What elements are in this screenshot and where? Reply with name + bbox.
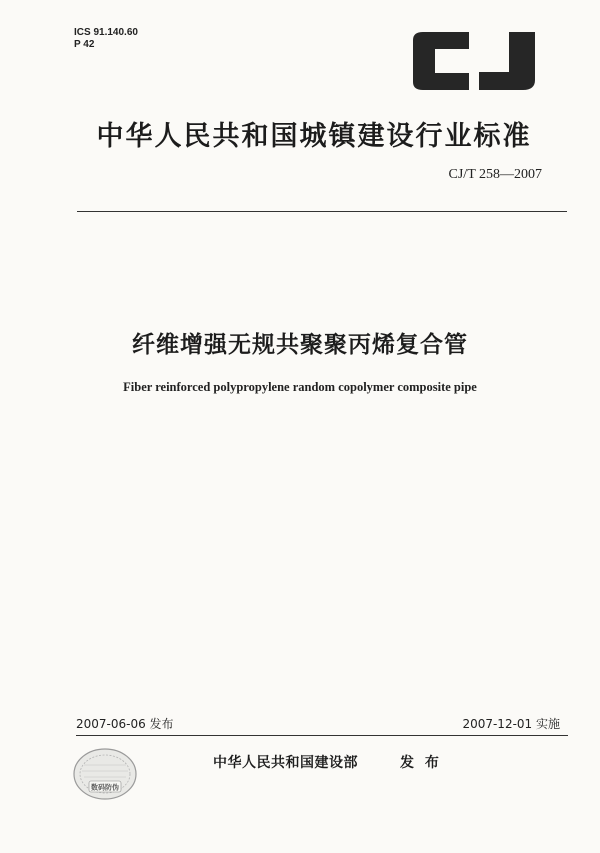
- classification-codes: [74, 27, 138, 51]
- org-title: 中华人民共和国城镇建设行业标准: [96, 121, 532, 152]
- top-divider: [77, 211, 567, 212]
- logo-text: CJ: [477, 70, 478, 71]
- bottom-divider: [76, 735, 568, 736]
- seal-text: 数码防伪: [91, 783, 119, 792]
- class-code: P 42: [74, 39, 95, 50]
- issuing-ministry: 中华人民共和国建设部: [213, 755, 358, 771]
- publish-label: 发 布: [400, 755, 442, 771]
- standard-number: CJ/T 258—2007: [448, 167, 542, 182]
- ics-code: ICS 91.140.60: [74, 27, 138, 38]
- title-chinese: 纤维增强无规共聚聚丙烯复合管: [132, 332, 468, 358]
- anti-counterfeit-seal: [72, 747, 138, 801]
- title-english: Fiber reinforced polypropylene random copolymer composite pipe: [123, 380, 477, 394]
- cj-logo: [411, 32, 543, 90]
- implementation-date: 2007-12-01 实施: [462, 717, 560, 731]
- issue-date: 2007-06-06 发布: [76, 717, 174, 731]
